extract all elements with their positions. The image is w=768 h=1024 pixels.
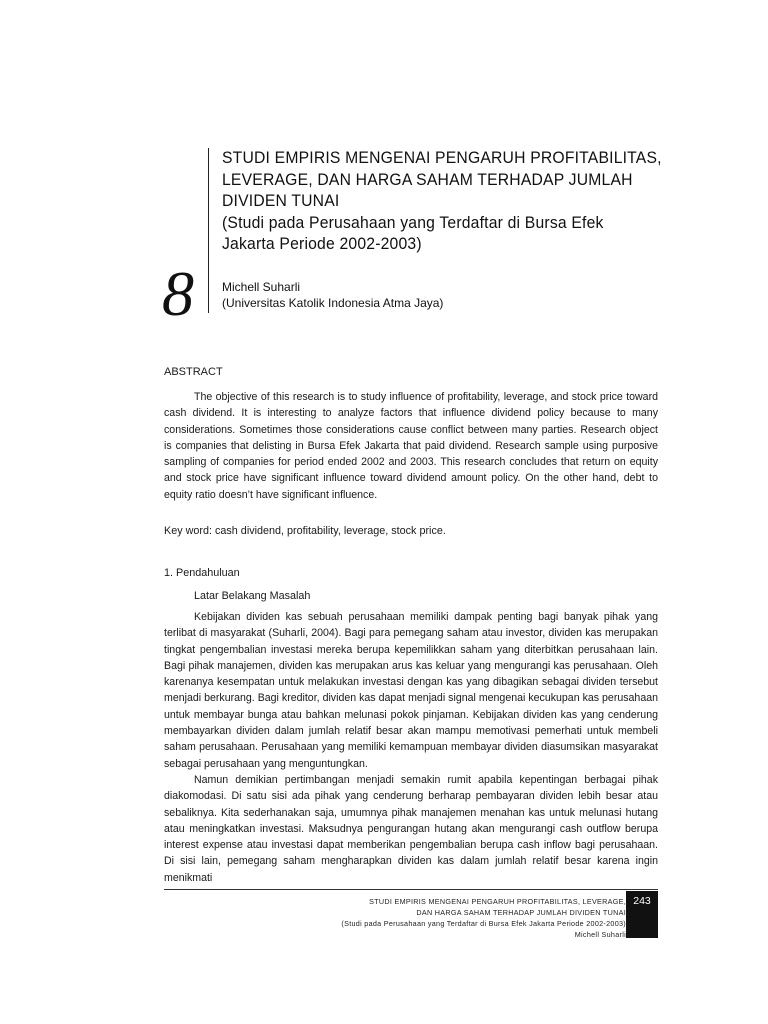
body-paragraph: Kebijakan dividen kas sebuah perusahaan memiliki dampak penting bagi banyak pihak yang terlibat di masyarakat (Suharli, 2004). Bagi para pemegang saham atau investor, dividen kas merupakan tingkat pengembalian investasi mereka berupa kepemilikkan saham yang diterbitkan perusahaan lain. Bagi pihak manajemen, dividen kas merupakan arus kas keluar yang mengurangi kas perusahaan. Oleh karenanya kesempatan untuk melakukan investasi dengan kas yang dibagikan sebagai dividen tersebut menjadi berkurang. Bagi kreditor, dividen kas dapat menjadi signal mengenai kecukupan kas perusahaan untuk membayar bunga atau bahkan melunasi pokok pinjaman. Kebijakan dividen kas yang cenderung membayarkan dividen dalam jumlah relatif besar akan mampu memotivasi pemerhati untuk membeli saham perusahaan. Perusahaan yang memiliki kemampuan membayar dividen diasumsikan masyarakat sebagai perusahaan yang menguntungkan. [164,611,658,770]
subsection-heading: Latar Belakang Masalah [194,590,311,602]
title-line: STUDI EMPIRIS MENGENAI PENGARUH PROFITABILITAS, [222,149,662,167]
footer-rule [164,889,658,890]
keywords: Key word: cash dividend, profitability, leverage, stock price. [164,525,446,537]
title-divider-rule [208,148,209,313]
title-line: DIVIDEN TUNAI [222,192,340,210]
abstract-paragraph: The objective of this research is to study influence of profitability, leverage, and stock price toward cash dividend. It is interesting to analyze factors that influence dividend policy because to many considerations. Sometimes those considerations cause conflict between many parties. Research object is companies that delisting in Bursa Efek Jakarta that paid dividend. Research sample using purposive sampling of companies for period ended 2002 and 2003. This research concludes that return on equity and stock price have significant influence toward dividend amount policy. On the other hand, debt to equity ratio doesn’t have significant influence. [164,391,658,501]
chapter-number: 8 [162,258,194,329]
author-block [222,279,622,311]
section-heading: 1. Pendahuluan [164,567,240,579]
footer-line: STUDI EMPIRIS MENGENAI PENGARUH PROFITABILITAS, LEVERAGE, [369,897,626,906]
author-affiliation: (Universitas Katolik Indonesia Atma Jaya) [222,296,444,310]
title-line: LEVERAGE, DAN HARGA SAHAM TERHADAP JUMLAH [222,170,633,189]
running-footer [206,896,626,940]
title-line: (Studi pada Perusahaan yang Terdaftar di Bursa Efek [222,213,604,232]
footer-line: DAN HARGA SAHAM TERHADAP JUMLAH DIVIDEN TUNAI [416,908,626,917]
section-body [164,609,658,886]
footer-author: Michell Suharli [574,930,626,939]
abstract-text [164,389,658,503]
body-paragraph: Namun demikian pertimbangan menjadi semakin rumit apabila kepentingan berbagai pihak diakomodasi. Di satu sisi ada pihak yang cenderung berharap pembayaran dividen lebih besar atau sebaliknya. Kita sederhanakan saja, umumnya pihak manajemen menahan kas untuk melunasi hutang atau meningkatkan investasi. Maksudnya pengurangan hutang akan mengurangi cash outflow berupa interest expense atau investasi dapat memberikan pengembalian berupa cash inflow bagi perusahaan. Di sisi lain, pemegang saham mengharapkan dividen kas dalam jumlah relatif besar karena ingin menikmati [164,773,658,884]
paper-title [222,148,662,256]
abstract-heading: ABSTRACT [164,366,223,378]
author-name: Michell Suharli [222,280,301,294]
title-line: Jakarta Periode 2002-2003) [222,235,422,253]
footer-line: (Studi pada Perusahaan yang Terdaftar di Bursa Efek Jakarta Periode 2002-2003) [341,919,626,928]
page-number: 243 [626,891,658,938]
